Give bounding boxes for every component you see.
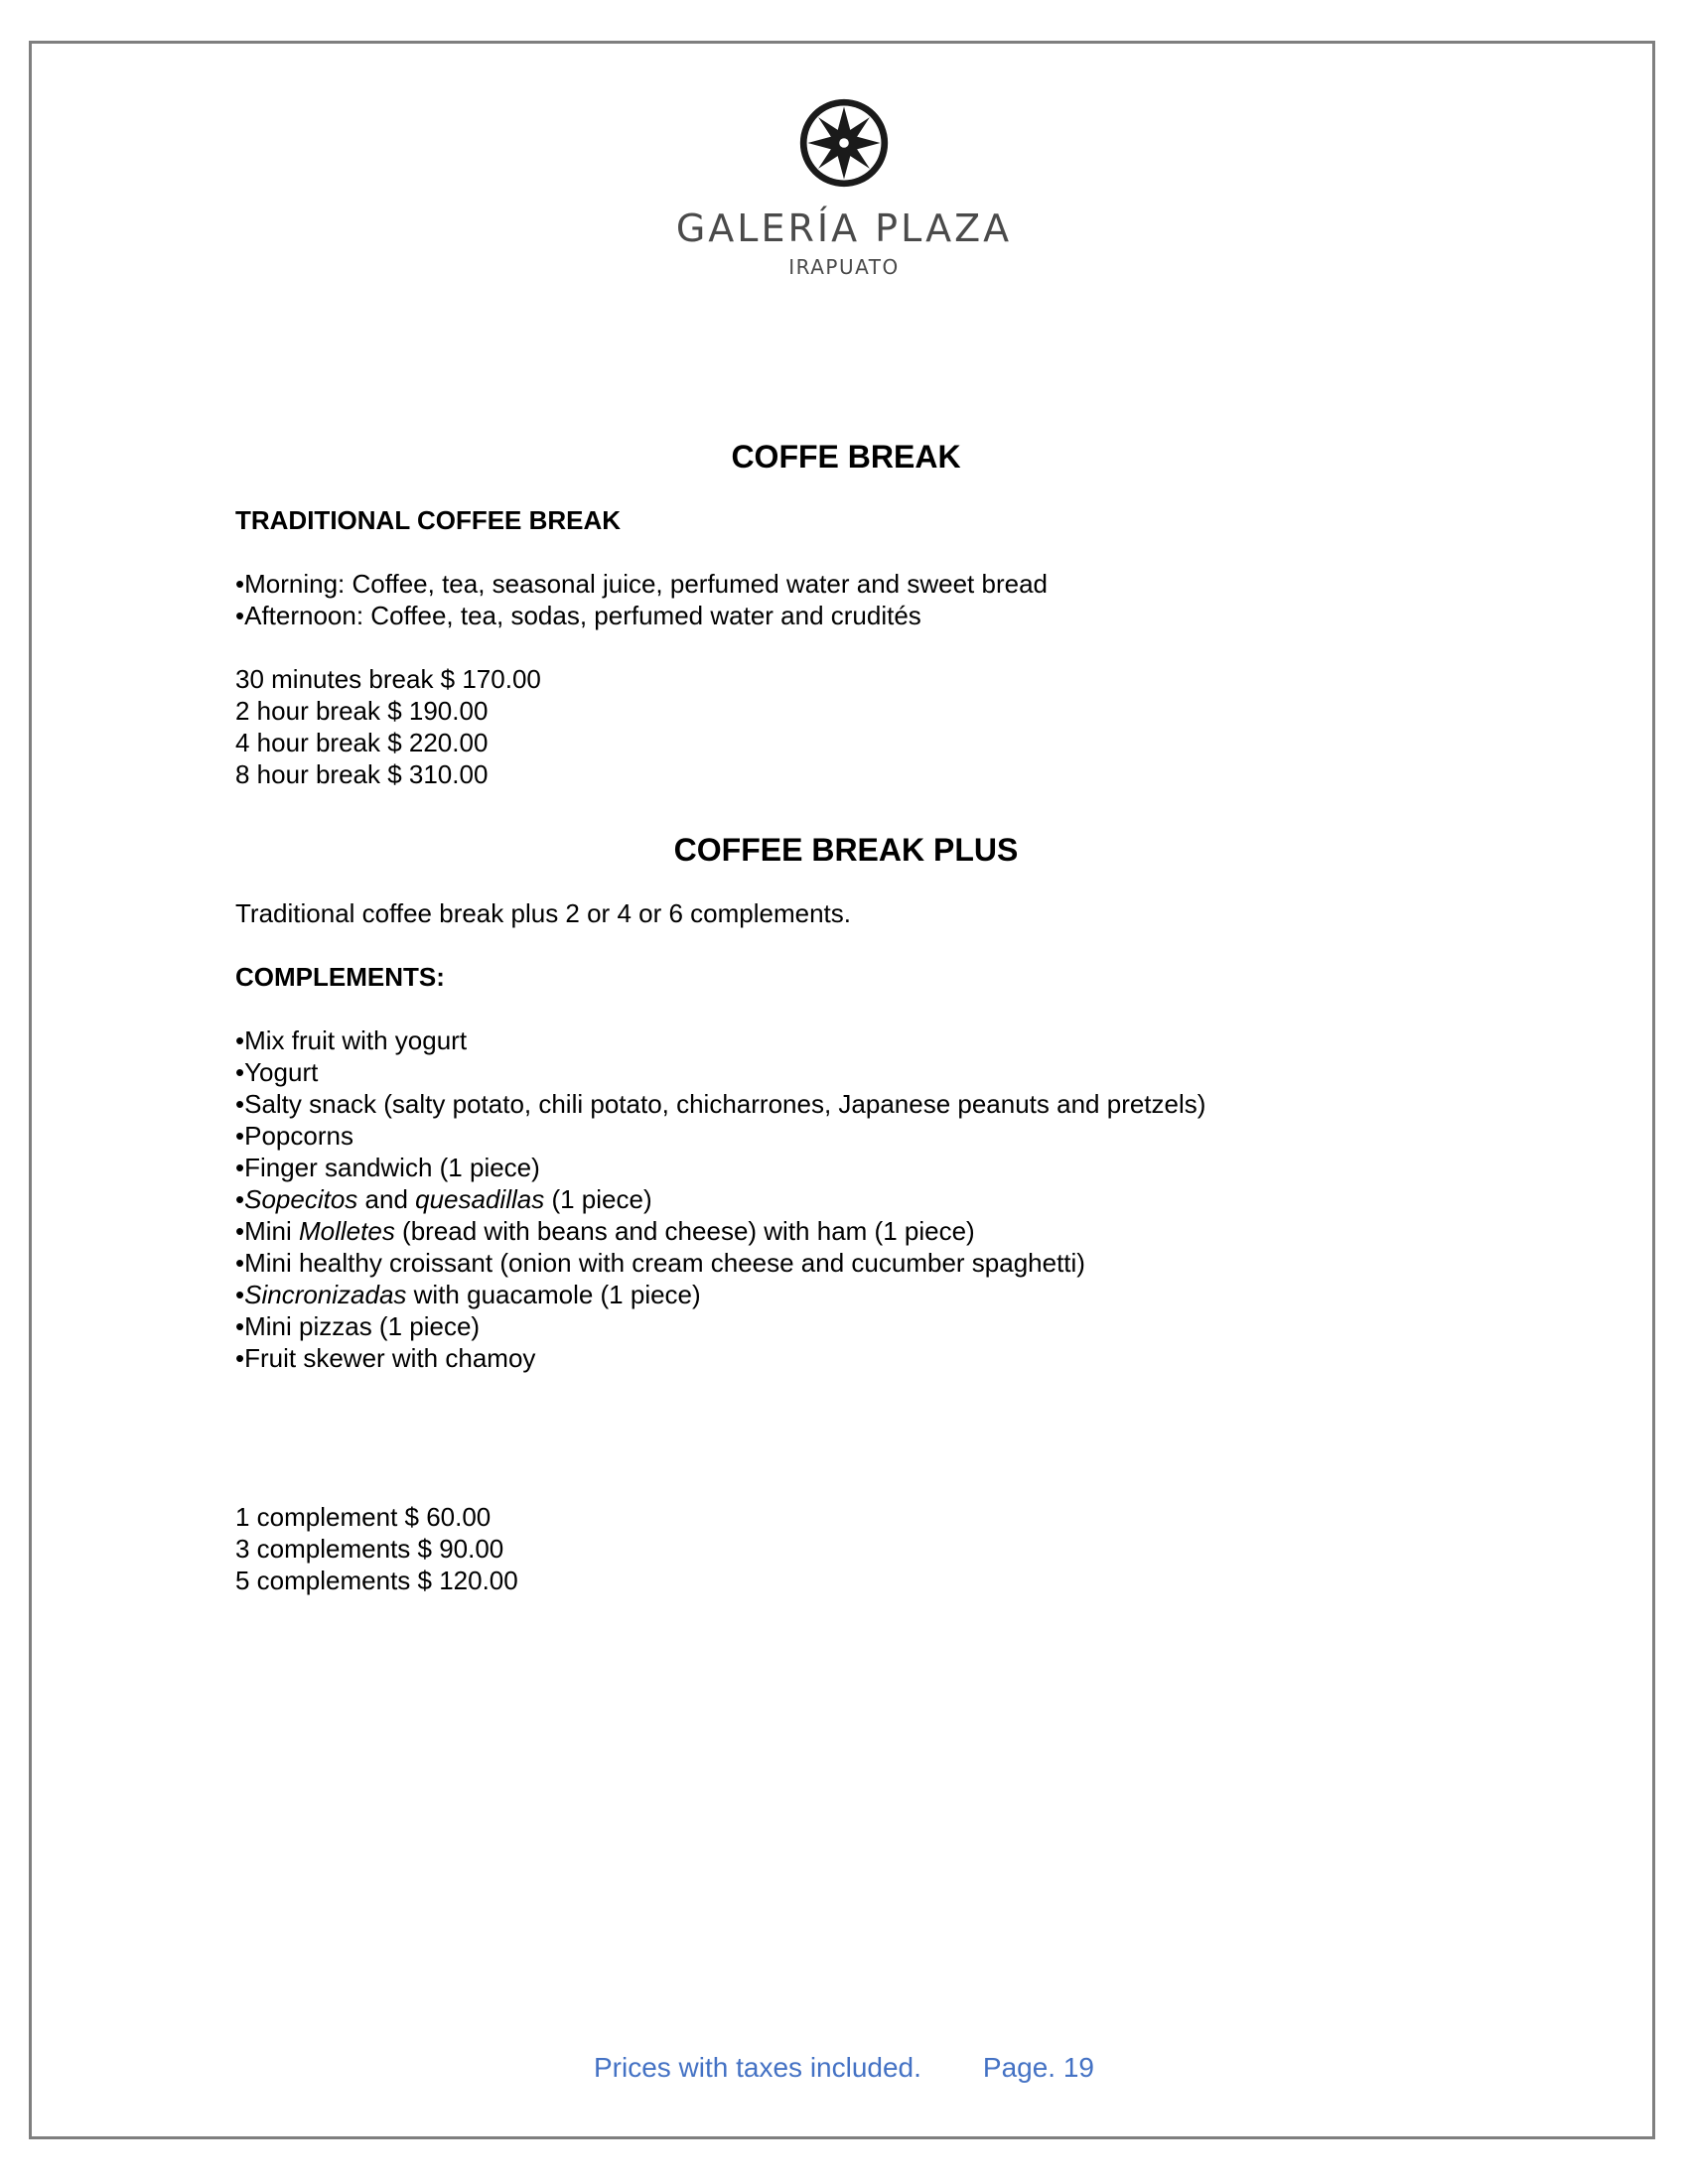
list-item — [235, 1215, 1457, 1247]
logo-subtitle: IRAPUATO — [788, 255, 900, 279]
page-number: 19 — [1062, 2052, 1095, 2083]
item-italic: Sopecitos — [244, 1184, 358, 1214]
price-line: 30 minutes break $ 170.00 — [235, 664, 541, 694]
page-label: Page. — [982, 2052, 1063, 2083]
item-text: (bread with beans and cheese) with ham (1 piece) — [394, 1216, 975, 1246]
list-item: •Fruit skewer with chamoy — [235, 1343, 536, 1373]
coffee-break-plus-title: COFFEE BREAK PLUS — [673, 832, 1019, 868]
price-line: 3 complements $ 90.00 — [235, 1534, 504, 1564]
complements-heading: COMPLEMENTS: — [235, 962, 445, 992]
price-line: 5 complements $ 120.00 — [235, 1566, 518, 1595]
list-item: •Afternoon: Coffee, tea, sodas, perfumed water and crudités — [235, 601, 921, 630]
price-line: 2 hour break $ 190.00 — [235, 696, 489, 726]
list-item: •Popcorns — [235, 1121, 353, 1151]
item-text: •Mini — [235, 1216, 299, 1246]
list-item: •Mini pizzas (1 piece) — [235, 1311, 481, 1341]
item-italic: Sincronizadas — [244, 1280, 407, 1309]
star-rose-logo-icon — [796, 95, 892, 191]
price-line: 8 hour break $ 310.00 — [235, 759, 489, 789]
plus-description: Traditional coffee break plus 2 or 4 or 6 complements. — [235, 898, 851, 928]
bullet: • — [235, 1184, 245, 1214]
footer-note: Prices with taxes included. — [593, 2052, 921, 2083]
coffee-break-title: COFFE BREAK — [731, 439, 961, 475]
price-line: 1 complement $ 60.00 — [235, 1502, 492, 1532]
list-item — [235, 1279, 1457, 1310]
bullet: • — [235, 1280, 245, 1309]
list-item — [235, 1183, 1457, 1215]
list-item: •Salty snack (salty potato, chili potato, chicharrones, Japanese peanuts and pretzels) — [235, 1089, 1206, 1119]
item-text: (1 piece) — [544, 1184, 652, 1214]
list-item: •Morning: Coffee, tea, seasonal juice, perfumed water and sweet bread — [235, 569, 1048, 599]
document-body — [235, 437, 1457, 1596]
item-text: with guacamole (1 piece) — [406, 1280, 701, 1309]
item-italic: quesadillas — [415, 1184, 545, 1214]
list-item: •Mix fruit with yogurt — [235, 1025, 468, 1055]
traditional-heading: TRADITIONAL COFFEE BREAK — [235, 505, 622, 535]
list-item: •Finger sandwich (1 piece) — [235, 1153, 540, 1182]
logo-name: GALERÍA PLAZA — [675, 206, 1013, 250]
item-text: and — [357, 1184, 416, 1214]
page-footer — [0, 2051, 1688, 2085]
list-item: •Yogurt — [235, 1057, 319, 1087]
list-item: •Mini healthy croissant (onion with cream cheese and cucumber spaghetti) — [235, 1248, 1085, 1278]
item-italic: Molletes — [299, 1216, 395, 1246]
price-line: 4 hour break $ 220.00 — [235, 728, 489, 757]
logo — [0, 95, 1688, 280]
